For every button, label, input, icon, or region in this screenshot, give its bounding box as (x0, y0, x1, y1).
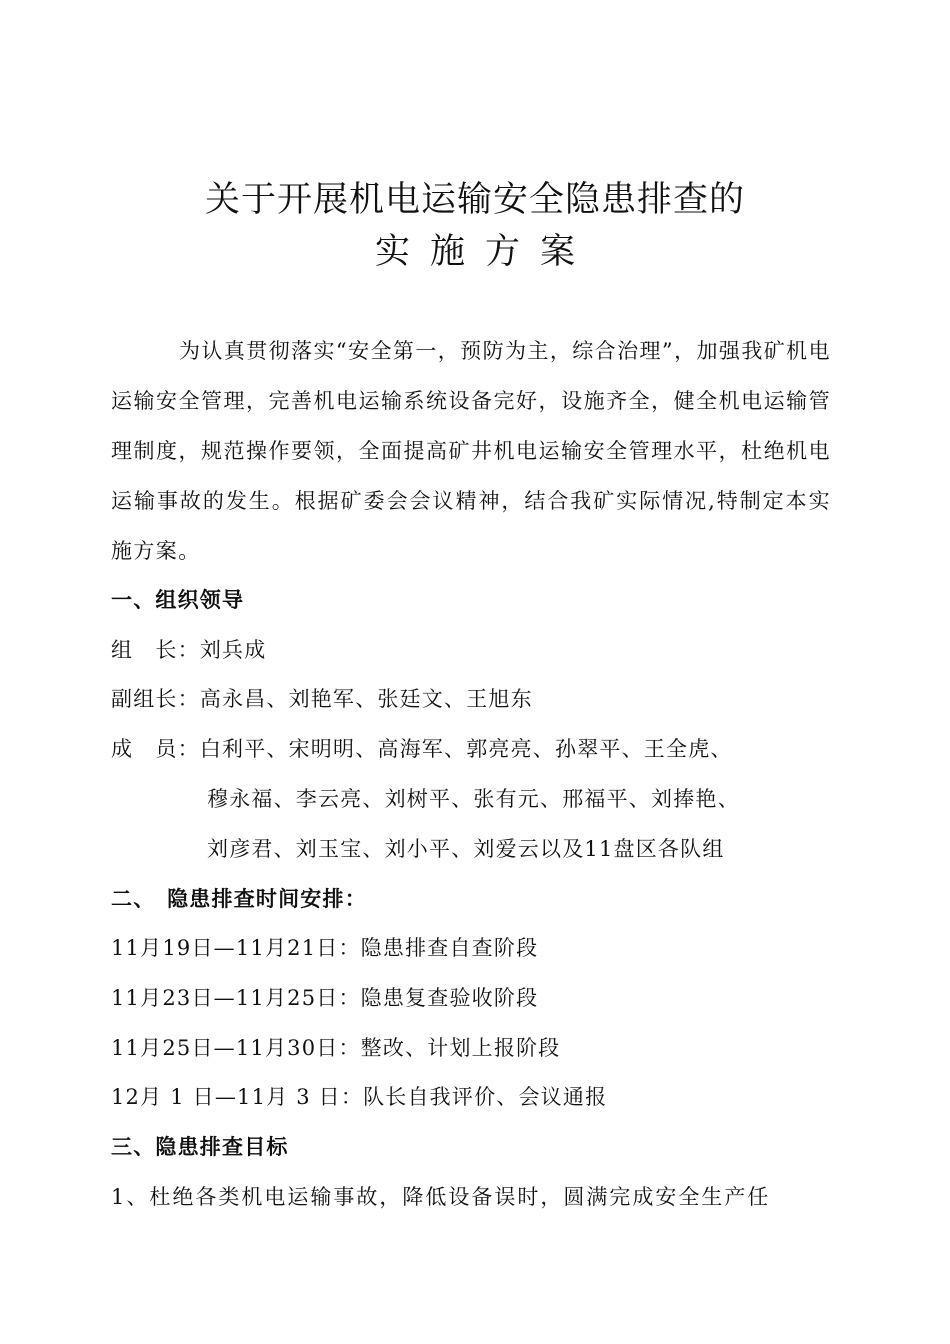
goal-item-1: 1、杜绝各类机电运输事故，降低设备误时，圆满完成安全生产任 (111, 1185, 771, 1209)
intro-paragraph: 为认真贯彻落实“安全第一，预防为主，综合治理”，加强我矿机电运输安全管理，完善机电运输系统设备完好，设施齐全，健全机电运输管理制度，规范操作要领，全面提高矿井机电运输安全管理水平，杜绝机电运输事故的发生。根据矿委会会议精神，结合我矿实际情况,特制定本实施方案。 (111, 339, 831, 563)
schedule-item-3: 11月25日—11月30日：整改、计划上报阶段 (111, 1036, 561, 1060)
members-line-1: 白利平、宋明明、高海军、郭亮亮、孙翠平、王全虎、 (199, 737, 733, 761)
deputy-names: 高永昌、刘艳军、张廷文、王旭东 (199, 687, 533, 711)
members-row (111, 734, 733, 764)
schedule-item-1: 11月19日—11月21日：隐患排查自查阶段 (111, 936, 539, 960)
leader-label: 组 长： (111, 638, 200, 662)
deputy-row (111, 684, 533, 714)
schedule-item-2: 11月23日—11月25日：隐患复查验收阶段 (111, 986, 539, 1010)
document-title-line-1: 关于开展机电运输安全隐患排查的 (204, 180, 745, 220)
members-line-3: 刘彦君、刘玉宝、刘小平、刘爱云以及11盘区各队组 (207, 837, 725, 861)
deputy-label: 副组长： (111, 687, 200, 711)
section-3-heading: 三、隐患排查目标 (111, 1135, 289, 1159)
section-1-heading: 一、组织领导 (111, 588, 245, 612)
leader-row (111, 635, 266, 665)
members-line-2: 穆永福、李云亮、刘树平、张有元、邢福平、刘捧艳、 (207, 787, 740, 811)
section-2-heading: 二、 隐患排查时间安排： (111, 887, 367, 911)
schedule-item-4: 12月 1 日—11月 3 日：队长自我评价、会议通报 (111, 1085, 608, 1109)
leader-name: 刘兵成 (199, 638, 267, 662)
document-title-line-2: 实施方案 (374, 232, 595, 272)
members-label: 成 员： (111, 737, 200, 761)
